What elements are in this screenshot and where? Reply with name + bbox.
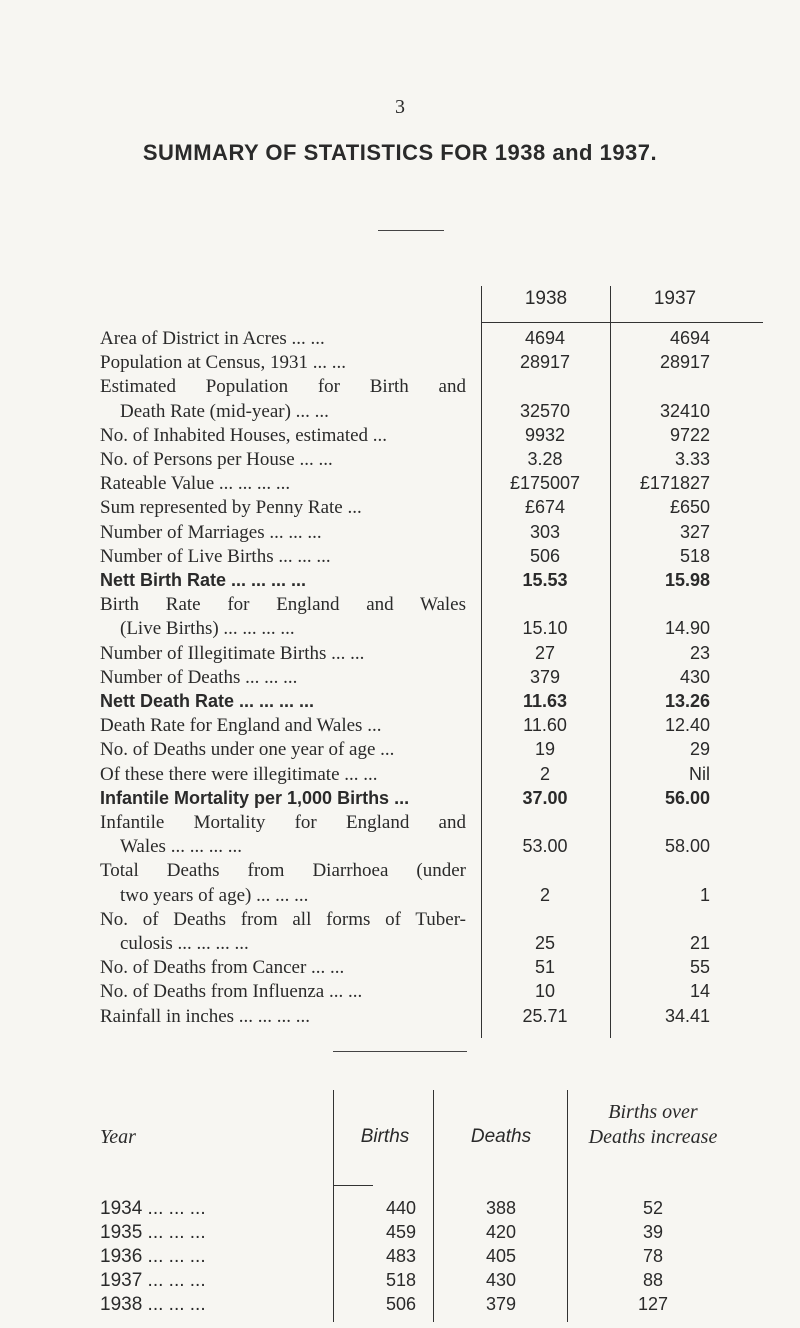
- header-year: Year: [100, 1126, 136, 1148]
- value-1938: 379: [529, 666, 561, 687]
- value-1938: 51: [534, 957, 556, 978]
- table-row: [0, 909, 800, 933]
- value-1938: 19: [534, 739, 556, 760]
- value-1938: 15.10: [522, 618, 568, 639]
- table-row: [0, 376, 800, 400]
- row-label: No. of Deaths from all forms of Tuber-: [100, 908, 466, 930]
- row-label: No. of Persons per House ... ...: [100, 449, 333, 470]
- table-row: [0, 667, 800, 691]
- value-1938: £175007: [509, 473, 581, 494]
- births-cell: 506: [385, 1294, 417, 1314]
- table-row: [0, 522, 800, 546]
- table-row: [0, 425, 800, 449]
- row-label: Estimated Population for Birth and: [100, 376, 466, 398]
- page-title: SUMMARY OF STATISTICS FOR 1938 and 1937.: [142, 140, 658, 165]
- column-header-1937: 1937: [653, 288, 697, 309]
- value-1937: 56.00: [664, 787, 710, 808]
- table-row: [0, 1006, 800, 1030]
- table-row: [0, 715, 800, 739]
- increase-cell: 39: [642, 1222, 664, 1242]
- table-row: [0, 594, 800, 618]
- table-row: [0, 739, 800, 763]
- row-label: Sum represented by Penny Rate ...: [100, 497, 362, 519]
- value-1938: 27: [534, 642, 556, 663]
- value-1938: £674: [524, 497, 566, 518]
- value-1937: 327: [679, 521, 710, 542]
- deaths-cell: 379: [485, 1294, 517, 1314]
- increase-cell: 52: [642, 1198, 664, 1218]
- row-label: (Live Births) ... ... ... ...: [120, 618, 295, 640]
- value-1937: 12.40: [664, 715, 710, 736]
- row-label: Nett Death Rate ... ... ... ...: [100, 691, 315, 711]
- row-label: Total Deaths from Diarrhoea (under: [100, 860, 466, 882]
- value-1937: 1: [699, 884, 710, 905]
- row-label: two years of age) ... ... ...: [120, 884, 309, 906]
- value-1938: 2: [539, 763, 550, 784]
- row-label: Death Rate (mid-year) ... ...: [120, 400, 329, 422]
- row-label: Wales ... ... ... ...: [120, 836, 242, 858]
- value-1938: 11.60: [523, 715, 567, 736]
- value-1937: 32410: [659, 400, 710, 421]
- value-1938: 25: [534, 933, 556, 953]
- table-row: [0, 885, 800, 909]
- row-label: Area of District in Acres ... ...: [100, 328, 325, 349]
- increase-cell: 127: [637, 1294, 669, 1314]
- table-row: [0, 933, 800, 957]
- value-1937: 14.90: [664, 618, 710, 639]
- births-cell: 518: [385, 1270, 417, 1290]
- value-1937: 13.26: [664, 691, 710, 711]
- table-row: [0, 497, 800, 521]
- table-row: [0, 860, 800, 884]
- row-label: Infantile Mortality for England and: [100, 812, 466, 833]
- value-1938: 3.28: [527, 449, 563, 469]
- year-cell: 1937 ... ... ...: [100, 1270, 206, 1291]
- row-label: Rateable Value ... ... ... ...: [100, 473, 291, 495]
- table-row: [0, 812, 800, 836]
- row-label: Rainfall in inches ... ... ... ...: [100, 1005, 311, 1027]
- table-row: [0, 1222, 800, 1246]
- value-1937: 21: [689, 933, 710, 953]
- header-increase-line1: Births over: [608, 1101, 698, 1123]
- header-births: Births: [360, 1126, 410, 1147]
- row-label: Number of Live Births ... ... ...: [100, 545, 331, 567]
- row-label: Death Rate for England and Wales ...: [100, 715, 382, 737]
- header-rule: [333, 1185, 373, 1186]
- table-row: [0, 352, 800, 376]
- value-1937: 29: [689, 739, 710, 760]
- table-row: [0, 1198, 800, 1222]
- row-label: No. of Deaths from Influenza ... ...: [100, 981, 363, 1003]
- value-1937: 15.98: [664, 570, 710, 590]
- value-1938: 9932: [524, 424, 566, 445]
- value-1937: 55: [689, 957, 710, 978]
- value-1938: 28917: [519, 352, 571, 373]
- row-label: Birth Rate for England and Wales: [100, 594, 466, 616]
- value-1937: 23: [689, 642, 710, 663]
- header-rule: [481, 322, 763, 323]
- value-1937: Nil: [689, 763, 710, 784]
- row-label: Nett Birth Rate ... ... ... ...: [100, 570, 307, 590]
- value-1937: £171827: [639, 473, 710, 494]
- row-label: Number of Deaths ... ... ...: [100, 666, 298, 688]
- value-1937: 34.41: [664, 1005, 710, 1026]
- row-label: No. of Deaths from Cancer ... ...: [100, 957, 345, 979]
- header-deaths: Deaths: [470, 1126, 532, 1147]
- table-row: [0, 836, 800, 860]
- column-header-1938: 1938: [524, 288, 568, 309]
- value-1938: 25.71: [522, 1005, 568, 1026]
- table-row: [0, 1270, 800, 1294]
- value-1938: 53.00: [522, 836, 568, 857]
- value-1938: 303: [529, 521, 561, 542]
- value-1937: 518: [679, 545, 710, 566]
- divider: [333, 1051, 467, 1052]
- table-row: [0, 1246, 800, 1270]
- table-row: [0, 691, 800, 715]
- table-row: [0, 328, 800, 352]
- year-cell: 1936 ... ... ...: [100, 1246, 206, 1267]
- births-cell: 483: [385, 1246, 417, 1266]
- value-1937: 28917: [659, 352, 710, 373]
- year-cell: 1938 ... ... ...: [100, 1294, 206, 1315]
- value-1937: 4694: [669, 328, 710, 348]
- value-1937: 3.33: [674, 449, 710, 469]
- deaths-cell: 430: [485, 1270, 517, 1290]
- row-label: Number of Illegitimate Births ... ...: [100, 642, 365, 664]
- value-1938: 2: [539, 884, 550, 905]
- value-1938: 15.53: [522, 570, 568, 590]
- row-label: Number of Marriages ... ... ...: [100, 521, 322, 543]
- table-row: [0, 764, 800, 788]
- table-row: [0, 570, 800, 594]
- table-row: [0, 788, 800, 812]
- table-row: [0, 618, 800, 642]
- table-row: [0, 1294, 800, 1318]
- deaths-cell: 420: [485, 1222, 517, 1242]
- value-1938: 506: [529, 545, 561, 566]
- table-row: [0, 957, 800, 981]
- row-label: Population at Census, 1931 ... ...: [100, 352, 346, 374]
- increase-cell: 78: [642, 1246, 664, 1266]
- births-cell: 440: [385, 1198, 417, 1218]
- table-row: [0, 546, 800, 570]
- value-1937: 430: [679, 666, 710, 687]
- value-1937: 14: [689, 981, 710, 1002]
- value-1938: 37.00: [522, 787, 568, 808]
- value-1938: 4694: [524, 328, 566, 348]
- value-1937: 9722: [669, 424, 710, 445]
- value-1938: 10: [534, 981, 556, 1002]
- increase-cell: 88: [642, 1270, 664, 1290]
- value-1937: £650: [669, 497, 710, 518]
- row-label: culosis ... ... ... ...: [120, 933, 249, 954]
- divider: [378, 230, 444, 231]
- value-1938: 11.63: [522, 691, 568, 711]
- row-label: No. of Deaths under one year of age ...: [100, 739, 395, 761]
- row-label: Infantile Mortality per 1,000 Births ...: [100, 787, 410, 808]
- table-row: [0, 449, 800, 473]
- row-label: Of these there were illegitimate ... ...: [100, 763, 378, 785]
- deaths-cell: 405: [485, 1246, 517, 1266]
- deaths-cell: 388: [485, 1198, 517, 1218]
- row-label: No. of Inhabited Houses, estimated ...: [100, 424, 388, 446]
- value-1938: 32570: [519, 400, 571, 421]
- header-increase-line2: Deaths increase: [588, 1126, 718, 1148]
- year-cell: 1934 ... ... ...: [100, 1198, 206, 1219]
- year-cell: 1935 ... ... ...: [100, 1222, 206, 1243]
- table-row: [0, 981, 800, 1005]
- value-1937: 58.00: [664, 836, 710, 857]
- table-row: [0, 643, 800, 667]
- page-number: 3: [395, 96, 405, 118]
- births-cell: 459: [385, 1222, 417, 1242]
- table-row: [0, 401, 800, 425]
- table-row: [0, 473, 800, 497]
